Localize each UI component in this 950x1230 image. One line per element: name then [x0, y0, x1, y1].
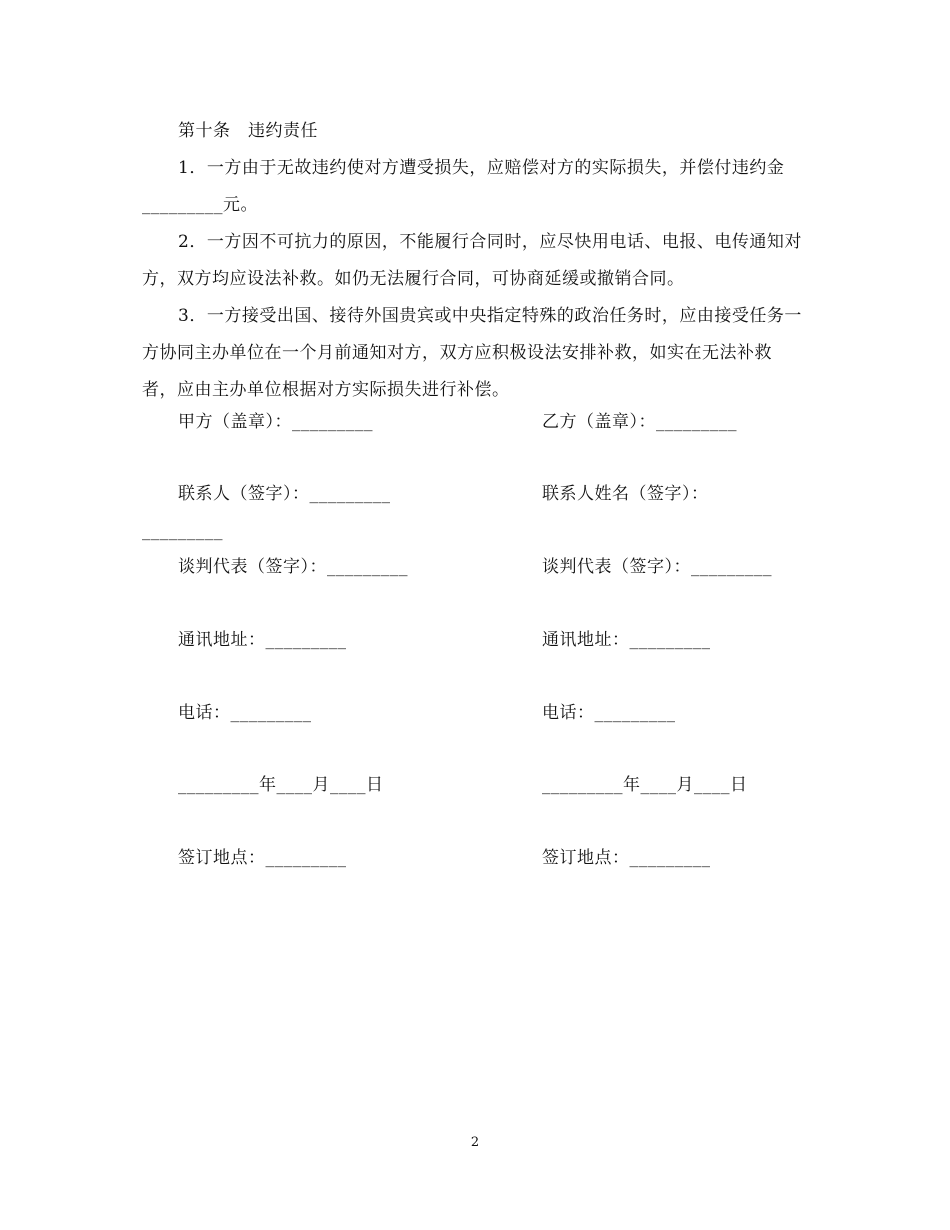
party-b-address-line: 通讯地址：_________: [542, 630, 711, 650]
article-heading: 第十条 违约责任: [178, 121, 318, 141]
party-a-address-line: 通讯地址：_________: [178, 630, 347, 650]
article-body: [142, 150, 802, 409]
party-a-contact-line: 联系人（签字）：_________: [178, 484, 391, 504]
party-b-date-line: _________年____月____日: [542, 775, 748, 795]
party-a-representative-line: 谈判代表（签字）：_________: [178, 557, 408, 577]
party-b-phone-line: 电话：_________: [542, 703, 676, 723]
page-number: 2: [470, 1135, 480, 1150]
party-a-place-line: 签订地点：_________: [178, 848, 347, 868]
party-b-contact-blank: _________: [142, 521, 223, 541]
party-a-seal-line: 甲方（盖章）：_________: [178, 412, 373, 432]
clause-1: 1．一方由于无故违约使对方遭受损失，应赔偿对方的实际损失，并偿付违约金_________元。: [142, 158, 785, 215]
party-a-date-line: _________年____月____日: [178, 775, 384, 795]
party-b-contact-line: 联系人姓名（签字）：: [542, 484, 709, 504]
clause-3: 3．一方接受出国、接待外国贵宾或中央指定特殊的政治任务时，应由接受任务一方协同主办单位在一个月前通知对方，双方应积极设法安排补救，如实在无法补救者，应由主办单位根据对方实际损失进行补偿。: [142, 306, 802, 400]
party-b-seal-line: 乙方（盖章）：_________: [542, 412, 737, 432]
party-b-representative-line: 谈判代表（签字）：_________: [542, 557, 772, 577]
clause-2: 2．一方因不可抗力的原因，不能履行合同时，应尽快用电话、电报、电传通知对方，双方均应设法补救。如仍无法履行合同，可协商延缓或撤销合同。: [142, 232, 802, 289]
party-b-place-line: 签订地点：_________: [542, 848, 711, 868]
party-a-phone-line: 电话：_________: [178, 703, 312, 723]
